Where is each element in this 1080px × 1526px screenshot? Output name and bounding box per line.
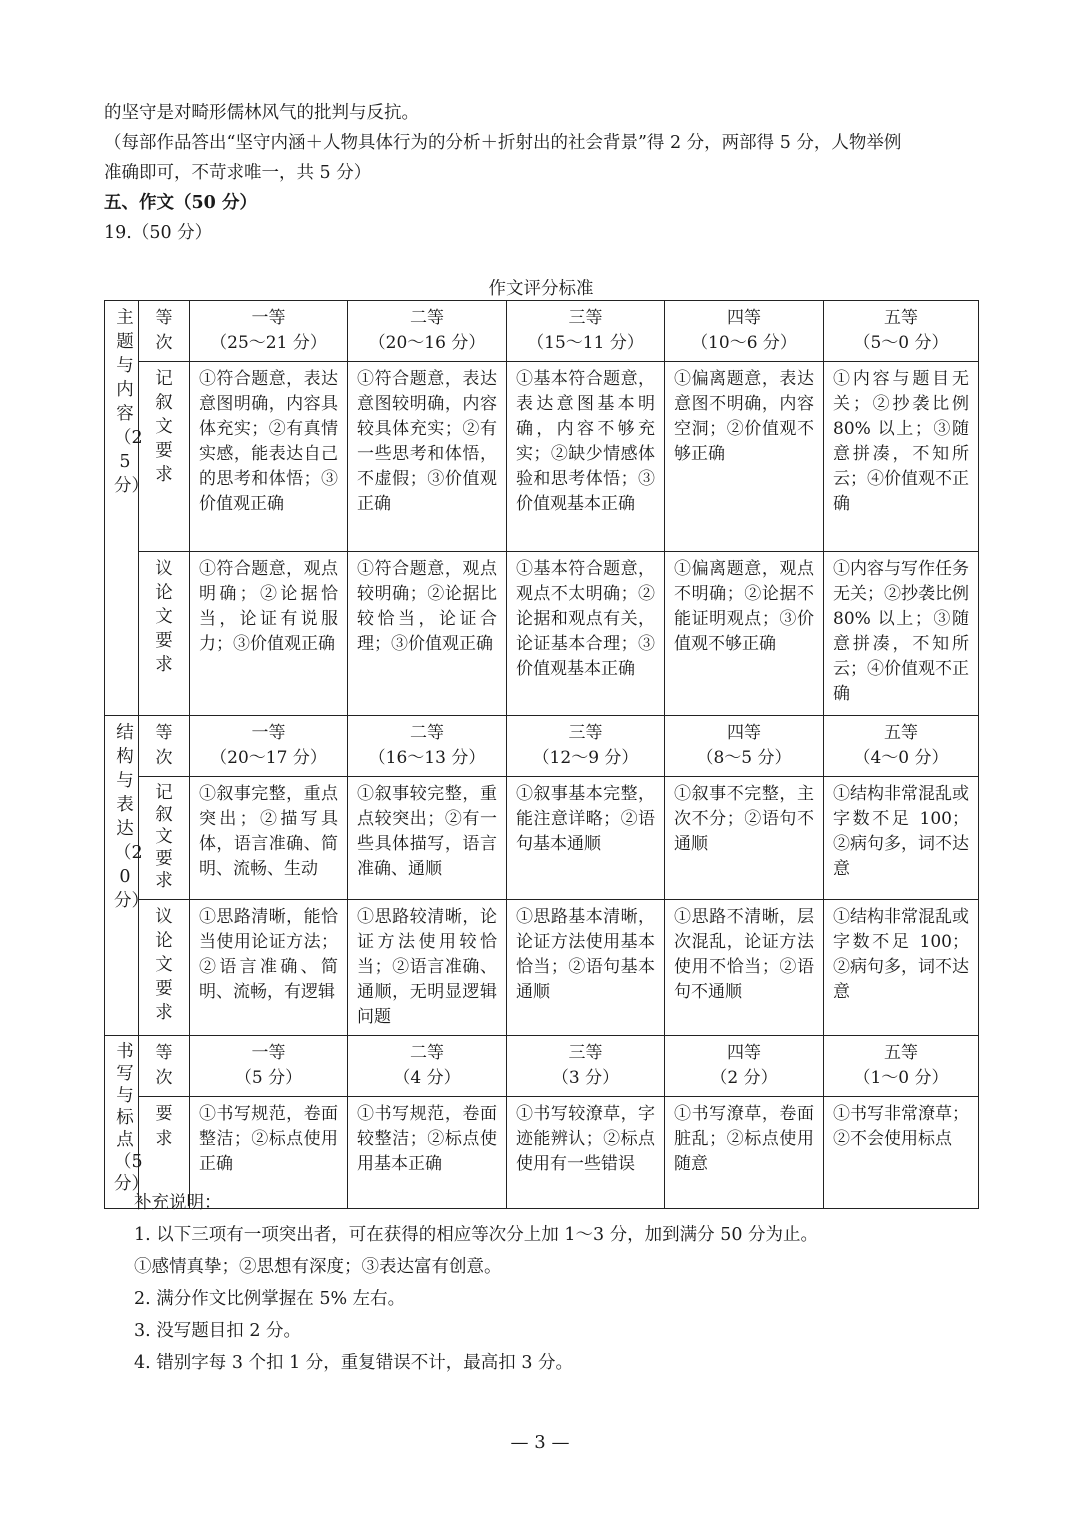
table-cell: ①叙事不完整，主次不分；②语句不通顺 — [665, 777, 824, 900]
table-title: 作文评分标准 — [488, 279, 594, 299]
table-cell: ①书写较潦草，字迹能辨认；②标点使用有一些错误 — [507, 1097, 665, 1209]
table-cell: ①内容与题目无关；②抄袭比例 80% 以上；③随意拼凑，不知所云；④价值观不正确 — [824, 362, 979, 552]
grade-header: 一等 （25～21 分） — [190, 301, 348, 362]
table-cell: ①思路不清晰，层次混乱，论证方法使用不恰当；②语句不通顺 — [665, 900, 824, 1036]
category-structure: 结构与表达（20分） — [105, 716, 139, 1036]
requirement-label: 要求 — [139, 1097, 190, 1209]
table-cell: ①思路清晰，能恰当使用论证方法；②语言准确、简明、流畅，有逻辑 — [190, 900, 348, 1036]
grade-header: 一等 （5 分） — [190, 1036, 348, 1097]
grade-header: 四等 （2 分） — [665, 1036, 824, 1097]
note-4: 4. 错别字每 3 个扣 1 分，重复错误不计，最高扣 3 分。 — [134, 1353, 574, 1373]
sub-narrative: 记叙文要求 — [139, 362, 190, 552]
category-content: 主题与内容（25分） — [105, 301, 139, 716]
table-cell: ①思路较清晰，论证方法使用较恰当；②语言准确、通顺，无明显逻辑问题 — [348, 900, 507, 1036]
table-row — [105, 777, 979, 900]
table-cell: ①书写规范，卷面整洁；②标点使用正确 — [190, 1097, 348, 1209]
table-cell: ①叙事基本完整，能注意详略；②语句基本通顺 — [507, 777, 665, 900]
grade-header: 四等 （8～5 分） — [665, 716, 824, 777]
table-cell: ①内容与写作任务无关；②抄袭比例 80% 以上；③随意拼凑，不知所云；④价值观不正确 — [824, 552, 979, 716]
table-cell: ①结构非常混乱或字数不足 100；②病句多，词不达意 — [824, 777, 979, 900]
table-cell: ①书写潦草，卷面脏乱；②标点使用随意 — [665, 1097, 824, 1209]
table-cell: ①叙事较完整，重点较突出；②有一些具体描写，语言准确、通顺 — [348, 777, 507, 900]
grade-header: 二等 （16～13 分） — [348, 716, 507, 777]
scoring-table — [104, 300, 979, 1209]
grade-label: 等次 — [139, 716, 190, 777]
grade-label: 等次 — [139, 1036, 190, 1097]
grade-label: 等次 — [139, 301, 190, 362]
intro-line-1: 的坚守是对畸形儒林风气的批判与反抗。 — [104, 103, 419, 123]
table-row — [105, 716, 979, 777]
category-writing: 书写与标点（5分） — [105, 1036, 139, 1209]
sub-argumentative: 议论文要求 — [139, 552, 190, 716]
table-cell: ①符合题意，表达意图明确，内容具体充实；②有真情实感，能表达自己的思考和体悟；③价值观正确 — [190, 362, 348, 552]
table-cell: ①偏离题意，观点不明确；②论据不能证明观点；③价值观不够正确 — [665, 552, 824, 716]
table-cell: ①书写规范，卷面较整洁；②标点使用基本正确 — [348, 1097, 507, 1209]
table-cell: ①基本符合题意，观点不太明确；②论据和观点有关，论证基本合理；③价值观基本正确 — [507, 552, 665, 716]
note-1b: ①感情真挚；②思想有深度；③表达富有创意。 — [134, 1257, 502, 1277]
table-cell: ①符合题意，观点较明确；②论据比较恰当，论证合理；③价值观正确 — [348, 552, 507, 716]
grade-header: 三等 （12～9 分） — [507, 716, 665, 777]
grade-header: 二等 （20～16 分） — [348, 301, 507, 362]
note-2: 2. 满分作文比例掌握在 5% 左右。 — [134, 1289, 406, 1309]
table-cell: ①基本符合题意，表达意图基本明确，内容不够充实；②缺少情感体验和思考体悟；③价值观基本正确 — [507, 362, 665, 552]
table-cell: ①书写非常潦草；②不会使用标点 — [824, 1097, 979, 1209]
table-cell: ①偏离题意，表达意图不明确，内容空洞；②价值观不够正确 — [665, 362, 824, 552]
table-row — [105, 900, 979, 1036]
sub-argumentative: 议论文要求 — [139, 900, 190, 1036]
intro-line-3: 准确即可，不苛求唯一，共 5 分） — [104, 163, 372, 183]
notes-title: 补充说明： — [134, 1193, 222, 1213]
grade-header: 四等 （10～6 分） — [665, 301, 824, 362]
grade-header: 五等 （5～0 分） — [824, 301, 979, 362]
grade-header: 一等 （20～17 分） — [190, 716, 348, 777]
question-number: 19.（50 分） — [104, 223, 213, 243]
section-heading: 五、作文（50 分） — [104, 193, 257, 213]
table-cell: ①结构非常混乱或字数不足 100；②病句多，词不达意 — [824, 900, 979, 1036]
note-1: 1. 以下三项有一项突出者，可在获得的相应等次分上加 1～3 分，加到满分 50 分为止。 — [134, 1225, 819, 1245]
grade-header: 五等 （1～0 分） — [824, 1036, 979, 1097]
table-cell: ①符合题意，观点明确；②论据恰当，论证有说服力；③价值观正确 — [190, 552, 348, 716]
grade-header: 二等 （4 分） — [348, 1036, 507, 1097]
table-cell: ①叙事完整，重点突出；②描写具体，语言准确、简明、流畅、生动 — [190, 777, 348, 900]
table-row — [105, 1097, 979, 1209]
sub-narrative: 记叙文要求 — [139, 777, 190, 900]
table-row — [105, 552, 979, 716]
table-cell: ①思路基本清晰，论证方法使用基本恰当；②语句基本通顺 — [507, 900, 665, 1036]
table-cell: ①符合题意，表达意图较明确，内容较具体充实；②有一些思考和体悟，不虚假；③价值观正确 — [348, 362, 507, 552]
note-3: 3. 没写题目扣 2 分。 — [134, 1321, 302, 1341]
page-number: — 3 — — [510, 1432, 570, 1453]
grade-header: 三等 （15～11 分） — [507, 301, 665, 362]
grade-header: 五等 （4～0 分） — [824, 716, 979, 777]
grade-header: 三等 （3 分） — [507, 1036, 665, 1097]
table-row — [105, 362, 979, 552]
table-row — [105, 301, 979, 362]
intro-line-2: （每部作品答出“坚守内涵＋人物具体行为的分析＋折射出的社会背景”得 2 分，两部得 5 分，人物举例 — [104, 133, 902, 153]
table-row — [105, 1036, 979, 1097]
